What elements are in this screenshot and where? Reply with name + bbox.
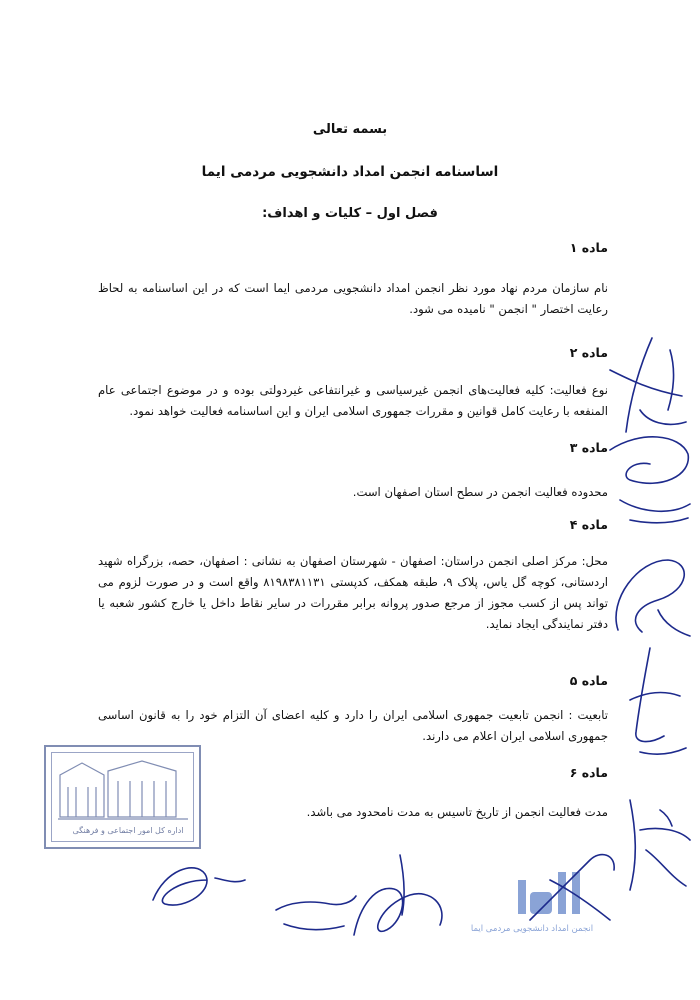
stamp-text: اداره کل امور اجتماعی و فرهنگی — [72, 826, 184, 835]
stamp-building-icon — [52, 757, 195, 827]
stamp-frame — [51, 752, 194, 842]
invocation: بسمه تعالی — [312, 122, 388, 137]
signature-8 — [340, 845, 460, 955]
article-text-6: مدت فعالیت انجمن از تاریخ تاسیس به مدت نامحدود می باشد. — [306, 805, 608, 819]
signature-4 — [620, 640, 695, 760]
article-text-4: محل: مرکز اصلی انجمن دراستان: اصفهان - شهرستان اصفهان به نشانی : اصفهان، حصه، بزرگراه شهید اردستانی، کوچه گل یاس، پلاک ۹، طبقه همکف، کدپستی ۸۱۹۸۳۸۱۱۳۱ واقع است و در صورت لزوم می تواند پس از کسب مجوز از مرجع صدور پروانه برابر مقررات در سایر نقاط داخل یا خارج کشور شعبه یا دفتر نمایندگی ایجاد نماید. — [98, 554, 609, 631]
official-stamp — [44, 745, 201, 849]
ima-logo-icon — [474, 866, 624, 946]
signature-2 — [600, 420, 700, 530]
article-heading-6: ماده ۶ — [569, 765, 608, 780]
article-heading-1: ماده ۱ — [569, 240, 608, 255]
signature-3 — [598, 540, 698, 650]
signature-7 — [270, 880, 360, 940]
document-title: اساسنامه انجمن امداد دانشجویی مردمی ایما — [201, 164, 499, 180]
article-text-2: نوع فعالیت: کلیه فعالیت‌های انجمن غیرسیاسی و غیرانتفاعی غیردولتی بوده و در موضوع اجتماعی عام المنفعه با رعایت کامل قوانین و مقررات جمهوری اسلامی ایران و این اساسنامه فعالیت خواهد نمود. — [98, 383, 608, 418]
logo-caption: انجمن امداد دانشجویی مردمی ایما — [470, 924, 594, 934]
article-heading-3: ماده ۳ — [569, 440, 608, 455]
signature-6 — [145, 850, 255, 920]
article-heading-4: ماده ۴ — [569, 517, 608, 532]
chapter-heading: فصل اول – کلیات و اهداف: — [262, 206, 438, 221]
article-heading-5: ماده ۵ — [569, 673, 608, 688]
article-heading-2: ماده ۲ — [569, 345, 608, 360]
article-text-1: نام سازمان مردم نهاد مورد نظر انجمن امداد دانشجویی مردمی ایما است که در این اساسنامه به لحاظ رعایت اختصار " انجمن " نامیده می شود. — [98, 281, 608, 316]
article-text-5: تابعیت : انجمن تابعیت جمهوری اسلامی ایران را دارد و کلیه اعضای آن التزام خود را به قانون اساسی جمهوری اسلامی ایران اعلام می دارند. — [98, 708, 608, 743]
article-text-3: محدوده فعالیت انجمن در سطح استان اصفهان است. — [352, 485, 608, 499]
